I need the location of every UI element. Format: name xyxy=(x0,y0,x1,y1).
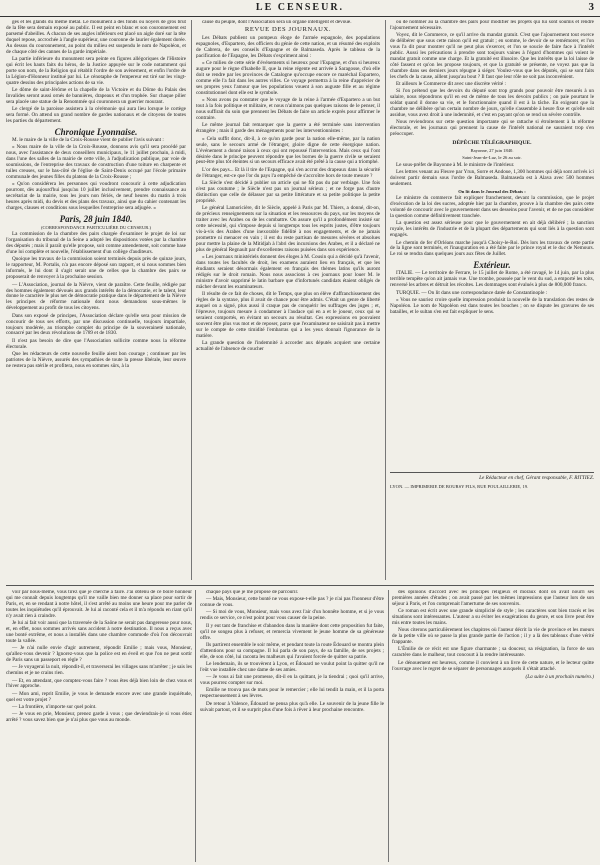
paragraph: Le chemin de fer d'Orléans marche jusqu'à Choisy-le-Roi. Dès lors les travaux de cette partie de la ligne sont terminés, et l'inauguration en a été faite par le prince royal et le duc de Nemours. Le roi se rendra dans quelques jours aux fêtes de Juillet. xyxy=(390,239,594,258)
feuilleton-column-1 xyxy=(6,590,192,862)
editor-block xyxy=(390,474,594,496)
paragraph: « Nous maire de la ville de la Croix-Rousse, donnons avis qu'il sera procédé par nous, avec l'assistance de deux conseillers municipaux, le 11 juillet prochain, à midi, dans l'une des salles de la mairie de cette ville, à l'adjudication publique, par voie de soumissions, de l'entreprise des travaux de construction d'une toiture en charpente et tuiles creuses, sur le bas-côté de l'église de Saint-Denis occupé par l'école primaire communale des jeunes filles du plateau de la Croix-Rousse ; xyxy=(6,144,186,181)
paragraph: « Nous avons pu constater que le voyage de la reine à l'armée d'Espartero a un but tout à la fois politique et militaire, et nous n'aimons pas quelques raisons de le penser, il nous suffirait du soin que prennent les Débats de faire un article exprès pour affirmer le contraire. xyxy=(196,97,380,122)
paragraph: — La frontière, n'importe sur quel point. xyxy=(12,703,97,710)
paragraph: chaque pays que je me propose de parcourir. xyxy=(206,590,299,595)
dateline-route: Saint-Jean-de-Luz, le 26 au soir. xyxy=(462,155,522,161)
section-heading-depeche: DÉPÊCHE TÉLÉGRAPHIQUE. xyxy=(452,140,532,147)
paragraph: cause du peuple, dont l'Association sera un organe intelligent et dévoué. xyxy=(202,20,352,25)
paragraph: Ce roman est écrit avec une grande simplicité de style ; les caractères sont bien tracés et les situations sont intéressantes. L'auteur a su éviter les exagérations du genre, et son livre peut être mis entre toutes les mains. xyxy=(392,608,594,627)
paragraph: Quoique les travaux de la commission soient terminés depuis près de quinze jours, le rapporteur, M. Portalis, n'a pas encore déposé son rapport, et si nous sommes bien informés, le lui dont il s'agit serait une de celles que la chambre des pairs se proposerait de renvoyer à la prochaine session. xyxy=(6,256,186,281)
column-divider xyxy=(191,20,192,580)
paragraph: Il y eut tant de franchise et d'abandon dans la manière dont cette proposition fut faite, qu'il ne songea plus à refuser, et remercia vivement le jeune homme de sa généreuse offre. xyxy=(200,622,384,641)
paragraph: Je lui ai fait voir aussi que la traversée de la Saône ne serait pas dangereuse pour nous, et, en effet, nous sommes arrivés sans accident à notre destination. Il nous a reçus avec une bonté extrême, et nous a installés dans une chambre commode d'où l'on découvrait toute la vallée. xyxy=(6,620,192,644)
feuilleton-column-2 xyxy=(200,590,384,862)
paragraph: L'or des pays... Et là il tire de l'Espagne, qui s'en accrut des drapeaux dans la sécurité de l'étranger, est-ce que l'or du pays l'a empêché de s'accroître hors de toute mesure ? xyxy=(196,166,380,179)
paragraph: Le sous-préfet de Bayonne à M. le ministre de l'intérieur. xyxy=(396,161,515,168)
paragraph: « Qu'on considérera les personnes qui voudront concourir à cette adjudication pourront, dès aujourd'hui jusqu'au 10 juillet inclusivement, prendre connaissance au secrétariat de la mairie, tous les jours non fériés, de neuf heures du matin à trois heures après midi, du devis et des plans des travaux, ainsi que du cahier contenant les charges, clauses et conditions sous lesquelles l'entreprise sera adjugée. » xyxy=(6,181,186,212)
paragraph: voir par nous-même, vous tirez que je cherche à faire. J'ai obtenu de ce boire honneur qui me connaît depuis longtemps qu'il me vaille bien me donner sa place pour sortir de Paris, et, en se rendant à notre hôtel, il s'est arrêté au moins une heure pour me parler de toutes les inquiétudes qu'il éprouvait. Je lui ai raconté cela et il m'a répondu en riant qu'il n'y avait rien à craindre. xyxy=(6,590,192,619)
paragraph: La Siècle s'est décidé à publier un article qui ne fût pas du par verbiage. Une fois n'est pas coutume ; le Siècle n'est pas un journal sérieux ; et ne forge pas d'autre distinction que celle de délasser par sa petite littérature et sa petite politique la petite propriété. xyxy=(196,179,380,204)
printer-imprint: LYON. — IMPRIMERIE DE BOURSY FILS, RUE POULAILLERIE, 19. xyxy=(390,483,529,489)
paragraph: TURQUIE. — On lit dans une correspondance datée de Constantinople : xyxy=(396,289,548,296)
paragraph: Emilie ne trouva pas de mots pour le remercier ; elle lui tendit la main, et il la porta respectueusement à ses lèvres. xyxy=(200,687,384,700)
feuilleton-separator xyxy=(6,585,594,586)
paragraph: La partie inférieure du monument sera peinte en figures allégoriques de l'Histoire qui écrit les hauts faits du héros, de la Justice appuyée sur le code notamment qui porte son nom, de la Religion qui rétablit l'ordre de son avènement, et enfin l'ordre de la Légion-d'Honneur institué par lui. Le cénotaphe de l'empereur est tiré sur les vingt-quatre dessins des principales actions de sa vie. xyxy=(6,56,186,86)
editor-signature: Le Rédacteur en chef, Gérant responsable, F. RITTIEZ. xyxy=(479,475,594,481)
paragraph: Les Débats publient un pompeux éloge de l'armée espagnole, des populations espagnoles, d'Espartero, des officiers du génie de cette nation, et un résumé des exploits de Cabrera, de ses conseils d'Espagne et de Balmaseda. Après le tableau de la pacification de l'Espagne, les Débats s'expriment ainsi : xyxy=(196,35,380,60)
paragraph: Ils partirent ensemble le soir même, et pendant toute la route Édouard se montra plein d'attentions pour sa compagne. Il lui parla de son pays, de sa famille, de ses projets ; elle, de son côté, lui raconta les malheurs qui l'avaient forcée de quitter sa patrie. xyxy=(200,641,384,660)
paragraph: « Ce milieu de cette série d'événements si heureux pour l'Espagne, et d'un si heureux augure pour le règne d'Isabelle II, que la reine régente est arrivée à Saragosse, d'où elle doit se rendre par les provinces de Catalogne qu'occupe encore ce maréchal Espartero, comme elle l'a fait dans les autres villes. Ce voyage permettra à la reine d'apprécier de ses propres yeux l'amour que les populations vouent à son auguste fille et au régime constitutionnel dont elle est le symbole. xyxy=(196,60,380,97)
dateline: Bayonne, 27 juin 1840. xyxy=(470,148,514,154)
paragraph: Si l'on prétend que les devoirs du député sont trop grands pour pouvoir être mesurés à un salaire, nous répondrons qu'il en est de même de tous les devoirs publics ; on paie pourtant le soldat quand il donne sa vie, et le fonctionnaire quand il est à la tâche. En exigeant que la chambre ne délibère qu'un certain nombre de jours, qu'elle s'assemble à heure fixe et qu'elle soit assidue, vous avez droit à une indemnité, et c'est en payant qu'on se rend un sévère contrôle. xyxy=(390,88,594,119)
masthead xyxy=(0,0,600,17)
paragraph: ITALIE. — Le territoire de Ferrare, le 15 juillet de Rome, a été ravagé, le 14 juin, par la plus terrible tempête qu'on ait jamais vue. Une trombe, poussée par le vent du sud, a emporté les toits, renversé les arbres et détruit les récoltes. Les dommages sont évalués à plus de 800,000 francs. xyxy=(390,270,594,289)
paragraph: — Et, en attendant, que comptez-vous faire ? vous êtes déjà bien loin de chez vous et l'hiver approche. xyxy=(6,677,192,690)
paragraph: — L'Association, journal de la Nièvre, vient de paraître. Cette feuille, rédigée par des hommes également dévoués aux grands intérêts de la démocratie, et le talent, leur donne le caractère le plus net de démocratie pratique dans le département de la Nièvre les principes de réforme nationale dont nous demandons sous-mêmes le développement au profit de tous les citoyens. xyxy=(6,281,186,312)
paragraph: — Si moi de vous, Monsieur, mais vous avez l'air d'un honnête homme, et si je vous rendis ce service, ce n'est point pour vous causer de la peine. xyxy=(200,609,384,622)
paragraph: Le ministre du commerce fait expliquer franchement, devant la commission, que le projet d'exécution de la loi des sucres, adoptée hier par la chambre, prouve à la chambre des pairs cette volonté de concourir avec le gouvernement dans ses desseins pour l'avenir, et de ne pas considérer la question comme définitivement tranchée. xyxy=(390,195,594,220)
paragraph: des opinions d'accord avec les principes religieux et moraux dont on avait nourri ses premières années d'études ; on avait passé par les mêmes impressions que l'auteur lors de son séjour à Paris, et l'on comprenait l'amertume de ses souvenirs. xyxy=(392,590,594,607)
paragraph: — Mon ami, reprit Emilie, je vous le demande encore avec une grande inquiétude, quel est votre projet ? xyxy=(6,690,192,703)
column-2 xyxy=(196,20,380,580)
paragraph: Et ailleurs le Commerce dit avec une discrète vérité : xyxy=(396,81,506,88)
paragraph: — Je voyagerai la nuit, répondit-il, et traverserai les villages sans m'arrêter ; je sais les chemins et je ne crains rien. xyxy=(6,664,192,677)
paragraph: Le dénouement est heureux, comme il convient à un livre de cette nature, et le lecteur quitte l'ouvrage avec le regret de se séparer de personnages auxquels il s'était attaché. xyxy=(392,659,594,672)
section-heading-exterieur: Extérieur. xyxy=(473,260,511,271)
paragraph: Le même journal fait remarquer que la guerre a été terminée sans intervention étrangère ; mais il garde des ménagements pour les interventionnistes : xyxy=(196,122,380,135)
paragraph: « Vous ne sauriez croire quelle impression produisit la nouvelle de la translation des restes de Napoléon. Le nom de Napoléon est dans toutes les bouches ; on se dispute les gravures de ses batailles, et le sultan s'en est fait expliquer le sens. xyxy=(390,296,594,315)
paragraph: Les lettres venant au Fleuve par Yrun, Sorre et Andoue, 1,300 hommes qui déjà sont arrivés ici doivent partir demain sous l'ordre de Balmaseda. Balmaseda est à Alava avec 500 hommes seulement. xyxy=(390,168,594,187)
editor-rule xyxy=(390,472,594,473)
column-divider xyxy=(385,20,386,580)
section-heading-debats: On lit dans le Journal des Débats : xyxy=(458,189,526,195)
column-3 xyxy=(390,20,594,470)
paragraph: Que les rédacteurs de cette nouvelle feuille aient bon courage ; continuer par les patriotes de la Nièvre, assurés des sympathies de toute la presse libérale, leur œuvre ne restera pas stérile et profitera, nous en sommes sûrs, à la xyxy=(6,350,186,369)
section-subheading: (CORRESPONDANCE PARTICULIÈRE DU CENSEUR.) xyxy=(40,225,152,231)
paragraph: Il résulte de ce fait de choses, dit le Temps, que plus on élève d'affranchissement des règles de la syntaxe, plus il avait de chance pour être admis. C'était un genre de liberté auquel on a signé, plus aussi il craque pas de conquérir les suffrages des juges ; et, l'épreuve, toujours mesure à condamner à l'audace qui en a et le joueur, ceux qui se seraient comportés, en évitant un secours au résultat. Ces expressions en pouvaient souvent être plus vus mot et de reposer, parce que l'examinateur ne saisirait pas à mettre sur le compte de cette timidité l'embarras qui a les yeux donnait l'ignorance de la matière. xyxy=(196,290,380,339)
column-divider xyxy=(195,590,196,862)
newspaper-title: LE CENSEUR. xyxy=(255,2,345,13)
paragraph: De retour à Valence, Édouard ne pensa plus qu'à elle. Le souvenir de la jeune fille le suivait partout, et il se surprit plus d'une fois à rêver à leur prochaine rencontre. xyxy=(200,700,384,713)
section-heading-chronique: Chronique Lyonnaise. xyxy=(54,127,138,138)
paragraph: Le lendemain, ils se trouvèrent à Lyon, et Édouard ne voulut point la quitter qu'il ne l'eût vue installée chez une dame de ses amies. xyxy=(200,660,384,673)
section-heading-paris: Paris, 28 juin 1840. xyxy=(59,214,133,225)
feuilleton-column-3 xyxy=(392,590,594,862)
paragraph: Nous reviendrons sur cette question importante qui se rattache si étroitement à la réforme électorale, et les journaux qui prennent la cause de l'intérêt national ne sauraient trop s'en préoccuper. xyxy=(390,119,594,138)
paragraph: ges et les glands du même métal. Le monument à des fonds ou noyers de gros brut de la fête sera demain exposé au public. Il est peint en blanc et son couronnement est parsemé d'abeilles. A chacun de ses angles inférieurs est placé un aigle doré sur la tête duquel repose, accrochée à l'angle supérieur, une couronne de laurier également dorée. Au dessus du couronnement, au point du milieu est suspendu le nom de Napoléon, et de chaque côté des cannes de la garde impériale. xyxy=(6,20,186,55)
paragraph: — Je vous en prie, Monsieur, prenez garde à vous ; que deviendrais-je si vous étiez arrêté ? vous savez bien que je n'ai plus que vous au monde. xyxy=(6,711,192,724)
paragraph: La grande question de l'indemnité à accorder aux députés acquiert une certaine actualité de l'absence de coucher xyxy=(196,339,380,352)
paragraph: — Mais, Monsieur, cette bonté ne vous expose-t-elle pas ? je n'ai pas l'honneur d'être connue de vous. xyxy=(200,596,384,609)
paragraph: — Je n'ai nulle envie d'agir autrement, répondit Emilie ; mais vous, Monsieur, qu'allez-vous devenir ? Ignorez-vous que la police est en éveil et que l'on ne peut sortir de Paris sans un passeport en règle ? xyxy=(6,645,192,664)
paragraph: Dans son exposé de principes, l'Association déclare qu'elle sera pour mission de concourir de tous ses efforts, par une discussion continuelle, toujours impartiale, toujours modérée, au triomphe complet du principe de la souveraineté nationale, consacré par les deux révolutions de 1789 et de 1830. xyxy=(6,312,186,337)
paragraph: — Je vous ai fait une promesse, dit-il en la quittant, je la tiendrai ; quoi qu'il arrive, vous pourrez compter sur moi. xyxy=(200,674,384,687)
paragraph: Le dôme de saint-Jérôme et la chapelle de la Victoire et du Dôme du Palais des Invalides seront aussi ornés de bannières, drapeaux et d'un trophée. Sur chaque pilier sera placée une statue de la Renommée qui couronnera un guerrier mourant. xyxy=(6,87,186,105)
paragraph: Le général Lamoricière, dit le Siècle, appelé à Paris par M. Thiers, a donné, dit-on, de précieux renseignements sur la situation et les ressources du pays, sur les moyens de traiter avec les Arabes ou de les combattre. On assure qu'il a profondément insisté sur cette nécessité, qui s'impose depuis si longtemps tous les esprits justes, d'être toujours vis-à-vis des Arabes d'une inexorable fidélité à nos engagements, et de ne jamais promettre ni menacer en vain ; il est du reste partisan de mesures sévères et absolues pour mettre la plaine de la Mitidjah à l'abri des incursions des Arabes, et il a déclaré ne plus de général Regnault par d'excellentes raisons puisées dans son expérience. xyxy=(196,205,380,253)
paragraph: « Les journaux ministériels donnent des éloges à M. Cousin qui a décidé qu'à l'avenir, dans toutes les facultés de droit, les examens auraient lieu en français, et que les étudiants seraient désormais également en français des thèmes latins qu'ils auront rédigés sur le droit romain. Nous nous associons à ces journaux pour louer M. le ministre d'avoir supprimé le latin barbare que d'infortunés candidats étaient obligés de mâcher devant les examinateurs. xyxy=(196,253,380,290)
paragraph: « Cela suffit donc, dit-il, à ce qu'on garde pour la nation elle-même, par la nation seule, sans le secours armé de l'étranger, gloire digne de cette énergique nation. L'événement a donné raison à ceux qui ont repoussé l'intervention. Mais ceux qui l'ont désirée dans le principe peuvent répondre que les bornes de la guerre civile se seraient peut-être plus tôt éteintes si un secours efficace avait été prêté à la cause qui a triomphé. xyxy=(196,135,380,166)
paragraph: Nous citerons particulièrement les chapitres où l'auteur décrit la vie de province et les mœurs de la petite ville où se passe la plus grande partie de l'action ; il y a là des tableaux d'une vérité frappante. xyxy=(392,627,594,646)
column-divider xyxy=(388,590,389,862)
paragraph: M. le maire de la ville de la Croix-Rousse vient de publier l'avis suivant : xyxy=(12,137,164,144)
paragraph: Le clergé de la paroisse assistera à la cérémonie qui aura lieu lorsque le cortège sera formé. On attend un grand nombre de gardes nationaux et de citoyens de toutes les parties du département. xyxy=(6,106,186,125)
paragraph: Voyez, dit le Commerce, ce qu'il arrive du mandat gratuit. C'est que l'ajournement tout exerce de délibérer que sous cette raison qu'il est gratuit ; en somme, le devoir de se remémorer, et l'on vous l'a dit pour montrer qu'il ne peut plus s'exercer, et l'on se soucie de faire face à l'intérêt public. Aussi les précautions à prendre sont toujours vaines à l'égard d'hommes qui voient le mandat gratuit comme une charge. Et la gratuité est illusoire. Que les intérêts que la loi laisse de côté fassent et qu'on les propose toujours, et que la gratuité se présente, ne voyez pas que la chambre dans ses derniers jours répugne à siéger. Voulez-vous que les députés, qui se sont faits les chefs de la cause, aillent jusqu'au bout ? Il faut que leur rôle ne soit pas inconvénient. xyxy=(390,32,594,80)
paragraph: Il n'est pas besoin de dire que l'Association sollicite comme nous la réforme électorale. xyxy=(6,337,186,350)
paragraph: ou de nommer au la chambre des pairs pour modifier les projets qui lui sont soumis et rendre l'ajournement nécessaire. xyxy=(390,20,594,31)
paragraph: La question est assez sérieuse pour que le gouvernement en ait déjà délibéré ; la sanction royale, les intérêts de l'industrie et de la plupart des départements qui sont liés à la question sont engagés. xyxy=(390,220,594,239)
column-1 xyxy=(6,20,186,580)
section-heading-revue: REVUE DES JOURNAUX. xyxy=(244,26,332,34)
paragraph: L'Émilie de ce récit est une figure charmante ; sa douceur, sa résignation, la force de son caractère dans le malheur, tout concourt à la rendre intéressante. xyxy=(392,646,594,659)
paragraph: La commission de la chambre des pairs chargée d'examiner le projet de loi sur l'organisation du tribunal de la Seine a adopté les dispositions votées par la chambre des députés ; mais il paraît qu'elle propose, soit comme amendement, soit comme base d'une loi complète et nouvelle, l'établissement d'un collège d'auditeurs. xyxy=(6,231,186,256)
continued-note: (La suite à un prochain numéro.) xyxy=(525,673,594,680)
page-number: 3 xyxy=(588,1,594,13)
